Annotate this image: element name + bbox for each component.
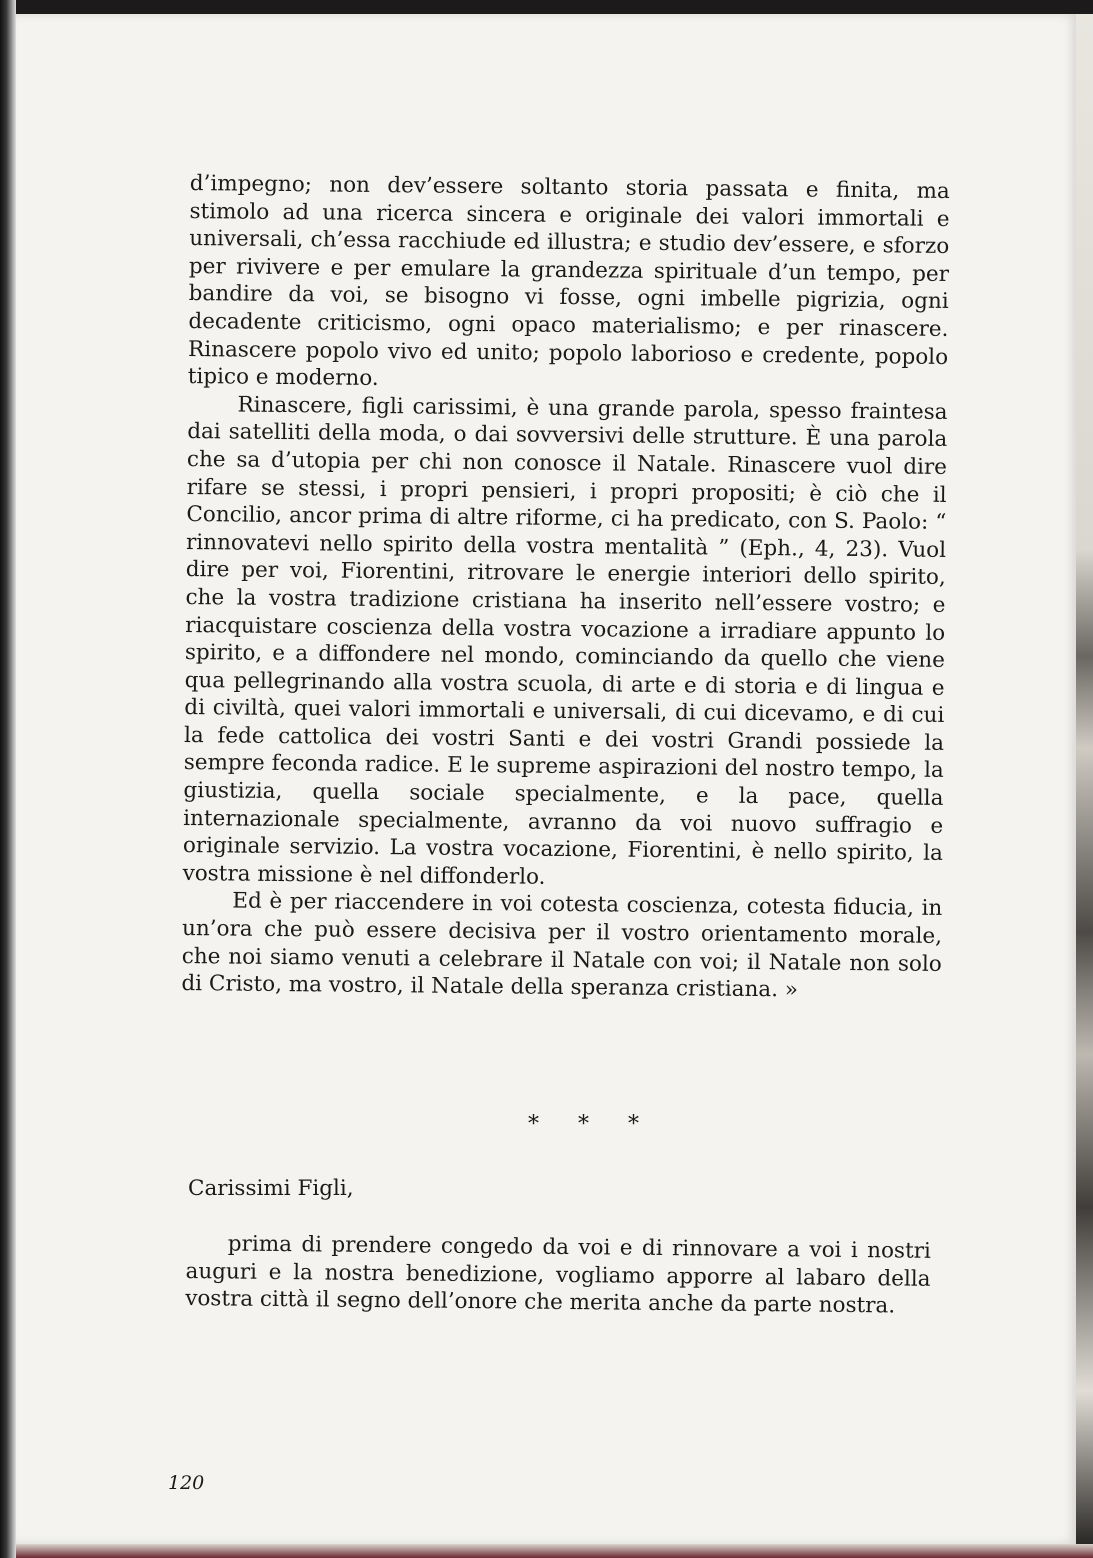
book-binding-edge bbox=[0, 0, 16, 1558]
book-bottom-edge bbox=[16, 1544, 1093, 1558]
paragraph-conclusion: Ed è per riaccendere in voi cotesta coscienza, cotesta fiducia, in un’ora che può essere decisiva per il vostro orientamento morale, che noi siamo venuti a celebrare il Natale con voi; il Natale non solo di Cristo, ma vostro, il Natale della speranza cristiana. » bbox=[181, 888, 943, 1003]
adjacent-page-edge bbox=[1076, 14, 1093, 1544]
paragraph-continuation: d’impegno; non dev’essere soltanto storia passata e finita, ma stimolo ad una ricerca sincera e originale dei valori immortali e universali, ch’essa racchiude ed illustra; e studio dev’essere, e sforzo per rivivere e per emulare la grandezza spirituale d’un tempo, per bandire da voi, se bisogno vi fosse, ogni imbelle pigrizia, ogni decadente criticismo, ogni opaco materialismo; e per rinascere. Rinascere popolo vivo ed unito; popolo laborioso e credente, popolo tipico e moderno. bbox=[187, 170, 950, 392]
page-number: 120 bbox=[168, 1472, 205, 1494]
salutation: Carissimi Figli, bbox=[188, 1176, 354, 1201]
body-text bbox=[181, 170, 950, 1006]
closing-paragraph: prima di prendere congedo da voi e di rinnovare a voi i nostri auguri e la nostra benedizione, vogliamo apporre al labaro della vostra città il segno dell’onore che merita anche da parte nostra. bbox=[185, 1231, 931, 1319]
section-separator: * * * bbox=[528, 1112, 655, 1137]
paragraph-rinascere: Rinascere, figli carissimi, è una grande parola, spesso fraintesa dai satelliti della moda, o dai sovversivi delle strutture. È una parola che sa d’utopia per chi non conosce il Natale. Rinascere vuol dire rifare se stessi, i propri pensieri, i propri propositi; è ciò che il Concilio, ancor prima di altre riforme, ci ha predicato, con S. Paolo: “ rinnovatevi nello spirito della vostra mentalità ” (Eph., 4, 23). Vuol dire per voi, Fiorentini, ritrovare le energie interiori dello spirito, che la vostra tradizione cristiana ha inserito nell’essere vostro; e riacquistare coscienza della vostra vocazione a irradiare appunto lo spirito, e a diffondere nel mondo, cominciando da quello che viene qua pellegrinando alla vostra scuola, di arte e di storia e di lingua e di civiltà, quei valori immortali e universali, di cui dicevamo, e di cui la fede cattolica dei vostri Santi e dei vostri Grandi possiede la sempre feconda radice. E le supreme aspirazioni del nostro tempo, la giustizia, quella sociale specialmente, e la pace, quella internazionale specialmente, avranno da voi nuovo suffragio e originale servizio. La vostra vocazione, Fiorentini, è nello spirito, la vostra missione è nel diffonderlo. bbox=[182, 392, 948, 890]
